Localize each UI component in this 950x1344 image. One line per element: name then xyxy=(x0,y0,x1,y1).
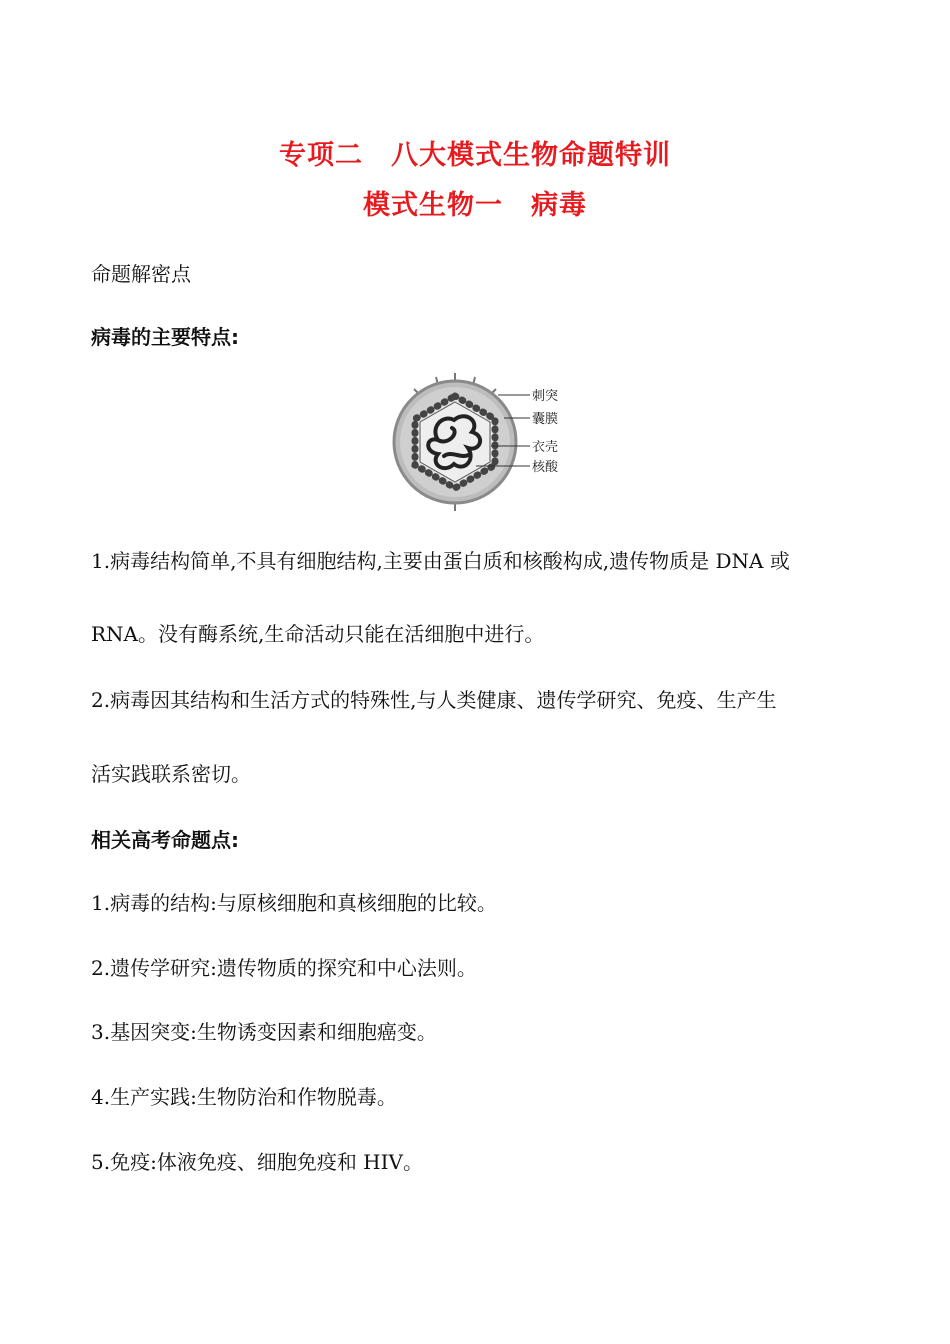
label-spike: 刺突 xyxy=(532,389,559,404)
label-envelope: 囊膜 xyxy=(532,412,559,427)
label-nucleic-acid: 核酸 xyxy=(532,460,559,475)
exam-heading: 相关高考命题点: xyxy=(91,828,239,852)
feature-point-1-line-1: 1.病毒结构简单,不具有细胞结构,主要由蛋白质和核酸构成,遗传物质是 DNA 或 xyxy=(91,549,790,573)
feature-point-2-line-2: 活实践联系密切。 xyxy=(91,762,251,786)
exam-item-2: 2.遗传学研究:遗传物质的探究和中心法则。 xyxy=(91,956,477,980)
document-title: 专项二 八大模式生物命题特训 xyxy=(279,140,671,171)
exam-item-1: 1.病毒的结构:与原核细胞和真核细胞的比较。 xyxy=(91,891,497,915)
label-capsid: 衣壳 xyxy=(532,440,559,455)
intro-label: 命题解密点 xyxy=(91,262,191,286)
feature-point-1-line-2: RNA。没有酶系统,生命活动只能在活细胞中进行。 xyxy=(91,622,545,646)
feature-point-2-line-1: 2.病毒因其结构和生活方式的特殊性,与人类健康、遗传学研究、免疫、生产生 xyxy=(91,688,777,712)
virus-structure-diagram xyxy=(380,370,580,520)
exam-item-4: 4.生产实践:生物防治和作物脱毒。 xyxy=(91,1085,397,1109)
exam-item-3: 3.基因突变:生物诱变因素和细胞癌变。 xyxy=(91,1020,437,1044)
features-heading: 病毒的主要特点: xyxy=(91,325,239,349)
document-subtitle: 模式生物一 病毒 xyxy=(363,190,587,221)
exam-item-5: 5.免疫:体液免疫、细胞免疫和 HIV。 xyxy=(91,1150,423,1174)
